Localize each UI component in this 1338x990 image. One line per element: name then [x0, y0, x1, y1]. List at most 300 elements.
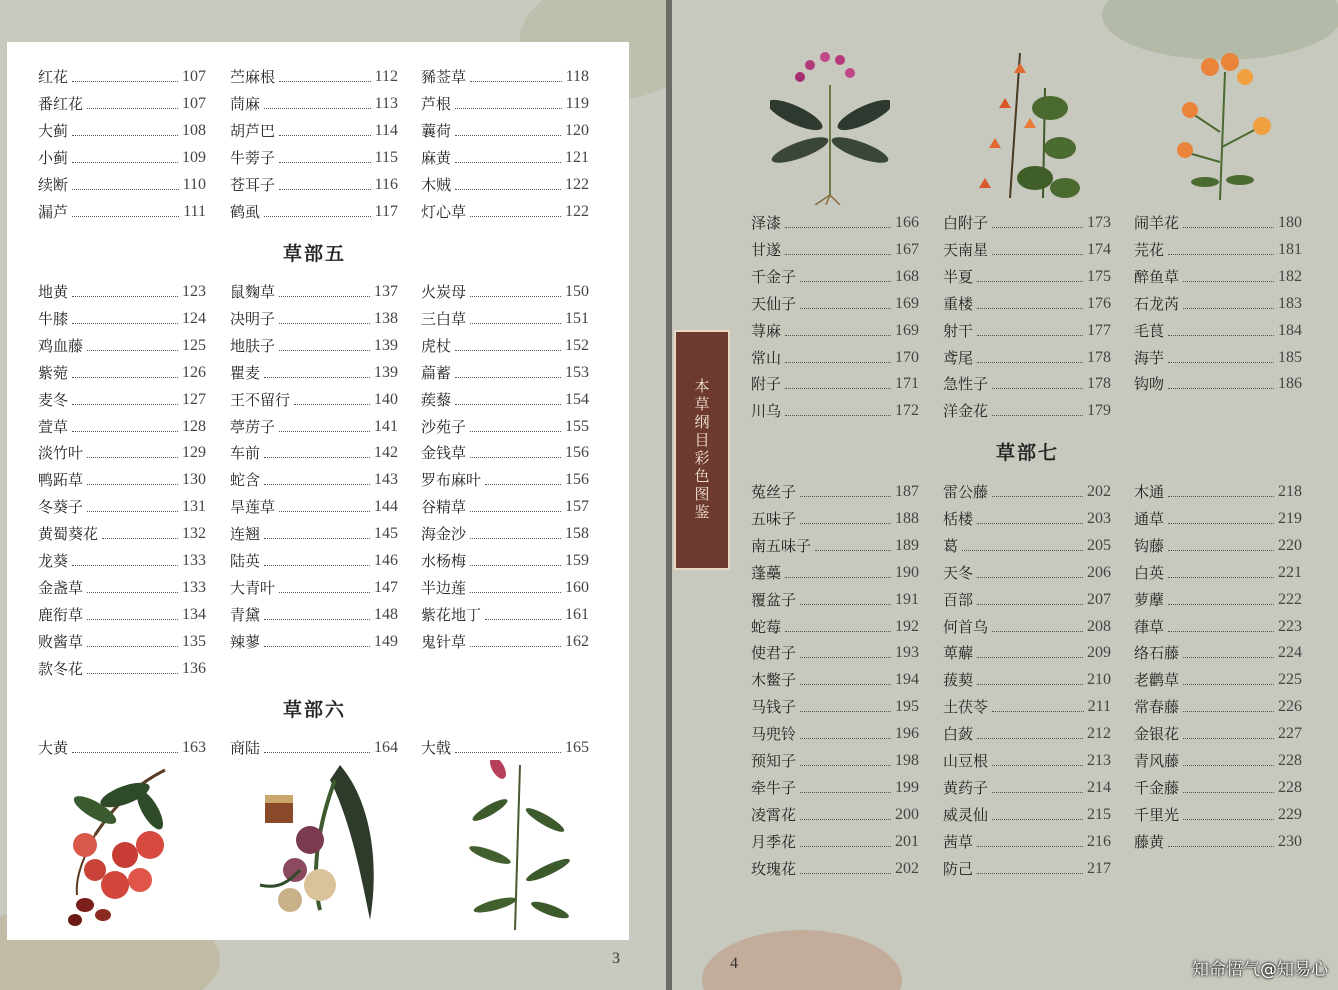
toc-entry[interactable] — [1134, 560, 1302, 582]
dot-leader — [72, 135, 178, 136]
toc-entry[interactable] — [38, 306, 206, 328]
toc-entry[interactable] — [1134, 371, 1302, 393]
dot-leader — [800, 684, 891, 685]
toc-entry[interactable] — [38, 629, 206, 651]
toc-entry[interactable] — [751, 614, 919, 636]
entry-page-number: 164 — [374, 739, 398, 756]
entry-page-number: 150 — [565, 283, 589, 300]
toc-entry[interactable] — [943, 694, 1111, 716]
toc-entry[interactable] — [751, 210, 919, 232]
entry-title: 土茯苓 — [943, 698, 989, 717]
toc-entry[interactable] — [38, 91, 206, 113]
dot-leader — [1183, 308, 1274, 309]
section-heading: 草部六 — [283, 699, 347, 721]
shangxiang-illustration — [250, 760, 395, 925]
toc-entry[interactable] — [751, 479, 919, 501]
entry-page-number: 111 — [183, 202, 206, 220]
entry-page-number: 168 — [895, 267, 919, 285]
entry-title: 续断 — [38, 175, 69, 194]
toc-entry[interactable] — [751, 560, 919, 582]
dot-leader — [470, 565, 561, 566]
entry-page-number: 156 — [565, 471, 589, 489]
toc-entry[interactable] — [1134, 721, 1302, 743]
entry-title: 毛茛 — [1134, 321, 1165, 340]
toc-entry[interactable] — [943, 640, 1111, 662]
toc-entry[interactable] — [230, 199, 398, 221]
dot-leader — [977, 281, 1083, 282]
dot-leader — [977, 308, 1083, 309]
dot-leader — [800, 308, 891, 309]
dot-leader — [470, 457, 561, 458]
entry-page-number: 140 — [374, 390, 398, 408]
toc-entry[interactable] — [943, 587, 1111, 609]
toc-entry[interactable] — [230, 467, 398, 489]
entry-title: 千金藤 — [1134, 778, 1180, 797]
entry-title: 蘘荷 — [421, 121, 452, 140]
dot-leader — [785, 335, 891, 336]
dot-leader — [470, 538, 561, 539]
entry-page-number: 183 — [1278, 294, 1302, 312]
toc-entry[interactable] — [230, 91, 398, 113]
entry-page-number: 122 — [565, 175, 589, 193]
dot-leader — [87, 592, 178, 593]
toc-entry[interactable] — [1134, 237, 1302, 259]
entry-page-number: 214 — [1087, 778, 1111, 796]
toc-entry[interactable] — [38, 172, 206, 194]
toc-entry[interactable] — [943, 479, 1111, 501]
toc-entry[interactable] — [943, 398, 1111, 420]
watermark: 知命悟气@知易心 — [1192, 960, 1328, 980]
toc-entry[interactable] — [1134, 640, 1302, 662]
dot-leader — [279, 511, 370, 512]
entry-page-number: 108 — [182, 121, 206, 139]
toc-entry[interactable] — [943, 210, 1111, 232]
toc-entry[interactable] — [421, 118, 589, 140]
toc-entry[interactable] — [1134, 694, 1302, 716]
entry-title: 红花 — [38, 68, 69, 86]
toc-entry[interactable] — [1134, 533, 1302, 555]
entry-page-number: 228 — [1278, 752, 1302, 769]
entry-page-number: 121 — [565, 148, 589, 166]
entry-title: 旱莲草 — [230, 498, 276, 517]
toc-entry[interactable] — [1134, 264, 1302, 286]
toc-entry[interactable] — [230, 172, 398, 194]
dot-leader — [977, 846, 1083, 847]
entry-title: 鹤虱 — [230, 202, 261, 221]
entry-title: 蛇莓 — [751, 617, 782, 636]
toc-entry[interactable] — [943, 775, 1111, 797]
toc-entry[interactable] — [421, 521, 589, 543]
dot-leader — [455, 752, 561, 753]
toc-entry[interactable] — [230, 440, 398, 462]
entry-title: 射干 — [943, 321, 974, 340]
entry-title: 金盏草 — [38, 578, 84, 597]
toc-entry[interactable] — [38, 521, 206, 543]
dot-leader — [87, 511, 178, 512]
entry-title: 川乌 — [751, 402, 782, 421]
toc-entry[interactable] — [421, 494, 589, 516]
entry-title: 甘遂 — [751, 240, 782, 259]
toc-entry[interactable] — [38, 387, 206, 409]
entry-title: 辣蓼 — [230, 632, 261, 651]
book-title: 本草纲目彩色图鉴 — [692, 378, 711, 522]
entry-title: 海芋 — [1134, 348, 1165, 367]
dot-leader — [992, 819, 1083, 820]
dot-leader — [87, 673, 178, 674]
toc-entry[interactable] — [751, 533, 919, 555]
toc-entry[interactable] — [751, 237, 919, 259]
dot-leader — [264, 377, 370, 378]
toc-entry[interactable] — [421, 735, 589, 757]
toc-entry[interactable] — [38, 414, 206, 436]
toc-entry[interactable] — [943, 856, 1111, 878]
dot-leader — [455, 350, 561, 351]
entry-title: 黄药子 — [943, 778, 989, 797]
dot-leader — [470, 323, 561, 324]
toc-entry[interactable] — [1134, 829, 1302, 851]
entry-page-number: 221 — [1278, 563, 1302, 581]
entry-page-number: 110 — [182, 175, 206, 193]
dot-leader — [800, 765, 891, 766]
dot-leader — [72, 323, 178, 324]
entry-title: 蒺藜 — [421, 390, 452, 409]
toc-entry[interactable] — [943, 318, 1111, 340]
toc-entry[interactable] — [230, 306, 398, 328]
toc-entry[interactable] — [230, 602, 398, 624]
toc-entry[interactable] — [751, 587, 919, 609]
dot-leader — [455, 377, 561, 378]
toc-entry[interactable] — [1134, 802, 1302, 824]
toc-entry[interactable] — [421, 64, 589, 86]
entry-page-number: 227 — [1278, 725, 1302, 743]
entry-page-number: 226 — [1278, 698, 1302, 716]
dot-leader — [72, 565, 178, 566]
toc-entry[interactable] — [943, 667, 1111, 689]
dot-leader — [279, 81, 371, 82]
dot-leader — [87, 350, 178, 351]
entry-page-number: 189 — [895, 536, 919, 554]
dot-leader — [1183, 765, 1274, 766]
purple-flower-illustration — [770, 45, 890, 205]
toc-entry[interactable] — [751, 721, 919, 743]
entry-page-number: 124 — [182, 309, 206, 327]
toc-entry[interactable] — [751, 802, 919, 824]
dot-leader — [455, 162, 561, 163]
toc-entry[interactable] — [421, 414, 589, 436]
entry-page-number: 225 — [1278, 671, 1302, 689]
entry-title: 月季花 — [751, 832, 797, 851]
entry-title: 覆盆子 — [751, 590, 797, 609]
entry-page-number: 146 — [374, 552, 398, 569]
entry-page-number: 154 — [565, 390, 589, 408]
toc-entry[interactable] — [943, 560, 1111, 582]
toc-entry[interactable] — [38, 440, 206, 462]
toc-entry[interactable] — [421, 602, 589, 624]
toc-entry[interactable] — [38, 575, 206, 597]
toc-entry[interactable] — [230, 333, 398, 355]
entry-title: 防己 — [943, 859, 974, 878]
page-number: 4 — [730, 955, 738, 972]
toc-entry[interactable] — [421, 440, 589, 462]
toc-entry[interactable] — [38, 602, 206, 624]
toc-entry[interactable] — [38, 118, 206, 140]
toc-entry[interactable] — [230, 387, 398, 409]
entry-title: 地肤子 — [230, 336, 276, 355]
entry-page-number: 180 — [1278, 214, 1302, 231]
toc-entry[interactable] — [943, 802, 1111, 824]
toc-entry[interactable] — [421, 199, 589, 221]
entry-title: 苎麻根 — [230, 68, 276, 86]
toc-entry[interactable] — [751, 694, 919, 716]
entry-page-number: 148 — [374, 605, 398, 623]
toc-entry[interactable] — [1134, 587, 1302, 609]
entry-page-number: 181 — [1278, 240, 1302, 258]
dot-leader — [1168, 523, 1274, 524]
entry-page-number: 143 — [374, 471, 398, 489]
toc-entry[interactable] — [943, 345, 1111, 367]
toc-entry[interactable] — [38, 548, 206, 570]
toc-entry[interactable] — [943, 264, 1111, 286]
dot-leader — [279, 323, 370, 324]
toc-entry[interactable] — [751, 856, 919, 878]
toc-entry[interactable] — [1134, 479, 1302, 501]
entry-title: 醉鱼草 — [1134, 267, 1180, 286]
toc-entry[interactable] — [421, 306, 589, 328]
toc-entry[interactable] — [943, 237, 1111, 259]
dot-leader — [992, 792, 1083, 793]
entry-page-number: 132 — [182, 525, 206, 543]
toc-entry[interactable] — [943, 748, 1111, 770]
toc-entry[interactable] — [421, 91, 589, 113]
toc-entry[interactable] — [751, 371, 919, 393]
toc-entry[interactable] — [230, 145, 398, 167]
toc-entry[interactable] — [38, 333, 206, 355]
toc-entry[interactable] — [751, 318, 919, 340]
entry-page-number: 165 — [565, 739, 589, 756]
toc-entry[interactable] — [38, 64, 206, 86]
dot-leader — [800, 873, 891, 874]
entry-page-number: 155 — [565, 417, 589, 435]
toc-entry[interactable] — [751, 264, 919, 286]
entry-page-number: 224 — [1278, 644, 1302, 662]
entry-title: 五味子 — [751, 509, 797, 528]
toc-entry[interactable] — [230, 414, 398, 436]
dot-leader — [977, 604, 1083, 605]
toc-entry[interactable] — [421, 172, 589, 194]
toc-entry[interactable] — [1134, 291, 1302, 313]
entry-title: 山豆根 — [943, 752, 989, 770]
entry-page-number: 184 — [1278, 321, 1302, 339]
entry-title: 闹羊花 — [1134, 214, 1180, 232]
toc-entry[interactable] — [751, 829, 919, 851]
toc-entry[interactable] — [38, 199, 206, 221]
toc-entry[interactable] — [421, 387, 589, 409]
toc-entry[interactable] — [230, 118, 398, 140]
toc-entry[interactable] — [421, 145, 589, 167]
toc-entry[interactable] — [1134, 614, 1302, 636]
entry-title: 何首乌 — [943, 617, 989, 636]
toc-entry[interactable] — [751, 775, 919, 797]
toc-entry[interactable] — [1134, 210, 1302, 232]
toc-entry[interactable] — [751, 506, 919, 528]
toc-entry[interactable] — [751, 291, 919, 313]
entry-page-number: 109 — [182, 148, 206, 166]
toc-entry[interactable] — [38, 656, 206, 678]
dot-leader — [279, 431, 370, 432]
dot-leader — [1168, 550, 1274, 551]
entry-page-number: 170 — [895, 348, 919, 366]
entry-title: 萆薢 — [943, 644, 974, 663]
toc-entry[interactable] — [751, 398, 919, 420]
entry-title: 半夏 — [943, 267, 974, 286]
dot-leader — [785, 254, 891, 255]
entry-title: 麻黄 — [421, 148, 452, 167]
entry-title: 蓬蘽 — [751, 563, 782, 582]
dot-leader — [279, 350, 370, 351]
toc-entry[interactable] — [230, 629, 398, 651]
entry-page-number: 138 — [374, 309, 398, 327]
entry-title: 车前 — [230, 444, 261, 463]
toc-entry[interactable] — [1134, 318, 1302, 340]
toc-entry[interactable] — [230, 279, 398, 301]
dot-leader — [785, 227, 891, 228]
entry-title: 石龙芮 — [1134, 294, 1180, 313]
entry-title: 白英 — [1134, 563, 1165, 582]
entry-page-number: 171 — [895, 375, 919, 393]
entry-page-number: 182 — [1278, 267, 1302, 285]
entry-page-number: 223 — [1278, 617, 1302, 635]
toc-entry[interactable] — [230, 735, 398, 757]
dot-leader — [977, 684, 1083, 685]
toc-entry[interactable] — [751, 345, 919, 367]
toc-entry[interactable] — [751, 748, 919, 770]
entry-title: 千金子 — [751, 267, 797, 286]
entry-page-number: 190 — [895, 563, 919, 581]
toc-entry[interactable] — [421, 333, 589, 355]
entry-page-number: 126 — [182, 363, 206, 381]
entry-page-number: 198 — [895, 752, 919, 769]
toc-entry[interactable] — [421, 279, 589, 301]
toc-entry[interactable] — [38, 735, 206, 757]
entry-page-number: 178 — [1087, 348, 1111, 366]
entry-title: 陆英 — [230, 552, 261, 570]
entry-title: 青风藤 — [1134, 752, 1180, 770]
toc-entry[interactable] — [421, 548, 589, 570]
dot-leader — [264, 619, 370, 620]
toc-entry[interactable] — [38, 467, 206, 489]
entry-page-number: 229 — [1278, 805, 1302, 823]
dot-leader — [1183, 227, 1274, 228]
toc-entry[interactable] — [230, 548, 398, 570]
entry-page-number: 141 — [374, 417, 398, 435]
entry-title: 王不留行 — [230, 390, 291, 409]
entry-title: 金钱草 — [421, 444, 467, 463]
toc-entry[interactable] — [943, 291, 1111, 313]
entry-title: 水杨梅 — [421, 552, 467, 570]
dot-leader — [72, 296, 178, 297]
dot-leader — [800, 604, 891, 605]
toc-entry[interactable] — [1134, 667, 1302, 689]
dot-leader — [977, 738, 1083, 739]
entry-page-number: 166 — [895, 214, 919, 231]
dot-leader — [1183, 711, 1274, 712]
entry-page-number: 169 — [895, 294, 919, 312]
entry-page-number: 167 — [895, 240, 919, 258]
entry-title: 百部 — [943, 590, 974, 609]
entry-title: 葶苈子 — [230, 417, 276, 436]
entry-title: 龙葵 — [38, 552, 69, 570]
toc-entry[interactable] — [230, 521, 398, 543]
entry-page-number: 127 — [182, 390, 206, 408]
toc-entry[interactable] — [751, 667, 919, 689]
entry-title: 青黛 — [230, 605, 261, 624]
toc-entry[interactable] — [1134, 345, 1302, 367]
toc-entry[interactable] — [943, 829, 1111, 851]
dot-leader — [72, 431, 178, 432]
dot-leader — [992, 415, 1083, 416]
toc-entry[interactable] — [943, 533, 1111, 555]
dot-leader — [785, 388, 891, 389]
toc-entry[interactable] — [943, 371, 1111, 393]
toc-entry[interactable] — [943, 506, 1111, 528]
toc-entry[interactable] — [230, 360, 398, 382]
entry-page-number: 133 — [182, 552, 206, 569]
toc-entry[interactable] — [38, 279, 206, 301]
entry-title: 小蓟 — [38, 148, 69, 167]
toc-entry[interactable] — [751, 640, 919, 662]
entry-page-number: 117 — [374, 202, 398, 220]
toc-entry[interactable] — [1134, 775, 1302, 797]
entry-title: 泽漆 — [751, 214, 782, 232]
entry-title: 玫瑰花 — [751, 859, 797, 878]
entry-page-number: 152 — [565, 336, 589, 354]
toc-entry[interactable] — [230, 494, 398, 516]
toc-entry[interactable] — [230, 64, 398, 86]
entry-page-number: 195 — [895, 698, 919, 716]
entry-page-number: 173 — [1087, 214, 1111, 231]
toc-entry[interactable] — [943, 721, 1111, 743]
entry-page-number: 130 — [182, 471, 206, 489]
toc-entry[interactable] — [421, 629, 589, 651]
dot-leader — [977, 523, 1083, 524]
entry-page-number: 129 — [182, 444, 206, 462]
toc-entry[interactable] — [1134, 506, 1302, 528]
entry-page-number: 177 — [1087, 321, 1111, 339]
entry-page-number: 208 — [1087, 617, 1111, 635]
entry-title: 使君子 — [751, 644, 797, 663]
entry-title: 附子 — [751, 375, 782, 394]
toc-entry[interactable] — [421, 575, 589, 597]
entry-page-number: 200 — [895, 805, 919, 823]
entry-page-number: 131 — [182, 498, 206, 516]
entry-page-number: 211 — [1087, 698, 1111, 716]
dot-leader — [87, 646, 178, 647]
toc-entry[interactable] — [38, 145, 206, 167]
toc-entry[interactable] — [421, 360, 589, 382]
toc-entry[interactable] — [943, 614, 1111, 636]
entry-page-number: 158 — [565, 525, 589, 543]
entry-page-number: 205 — [1087, 536, 1111, 554]
entry-page-number: 216 — [1087, 832, 1111, 850]
toc-entry[interactable] — [38, 360, 206, 382]
toc-entry[interactable] — [1134, 748, 1302, 770]
entry-title: 雷公藤 — [943, 483, 989, 501]
toc-entry[interactable] — [38, 494, 206, 516]
entry-title: 萱草 — [38, 417, 69, 436]
toc-entry[interactable] — [421, 467, 589, 489]
entry-page-number: 161 — [565, 605, 589, 623]
toc-entry[interactable] — [230, 575, 398, 597]
